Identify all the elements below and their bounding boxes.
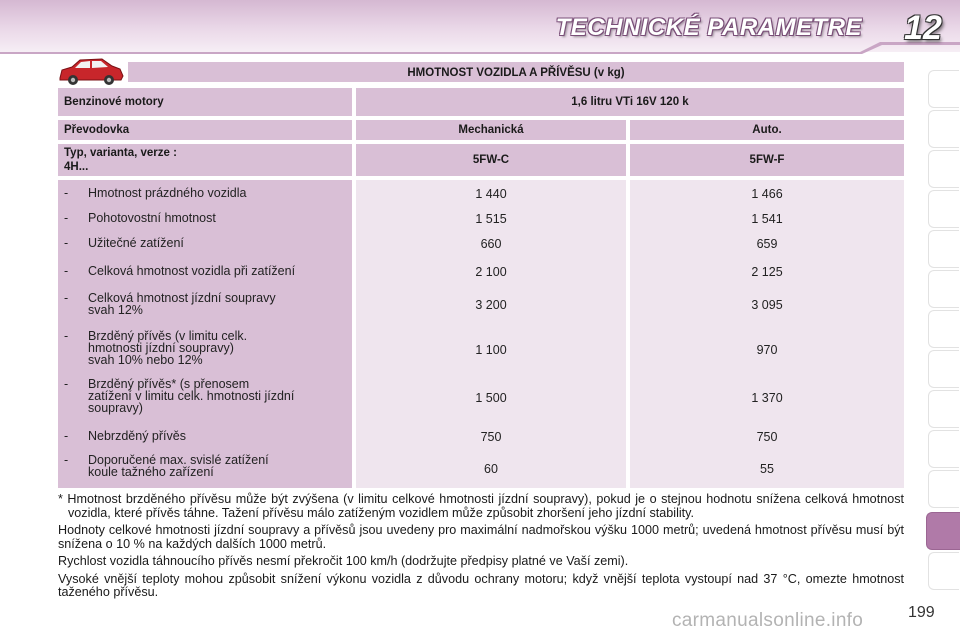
- table-row: [64, 292, 352, 318]
- chapter-tab[interactable]: [928, 390, 959, 428]
- row-label-line3: svah 10% nebo 12%: [88, 353, 203, 367]
- row-auto-value: 970: [756, 343, 778, 357]
- chapter-tabs: [928, 62, 960, 582]
- row-label-line2: zatížení v limitu celk. hmotnosti jízdní: [88, 389, 295, 403]
- table-row: [64, 378, 352, 416]
- row-dash: -: [64, 186, 69, 200]
- row-dash: -: [64, 264, 69, 278]
- chapter-tab-active[interactable]: [926, 512, 960, 550]
- gearbox-manual: Mechanická: [356, 120, 626, 140]
- table-body: [58, 180, 904, 488]
- row-label: [88, 330, 352, 366]
- row-auto-value: 1 466: [751, 187, 783, 201]
- engine-row: [58, 88, 904, 116]
- row-manual-value: 660: [480, 237, 502, 251]
- row-label-line2: hmotnosti jízdní soupravy): [88, 341, 234, 355]
- row-manual-value: 1 515: [475, 212, 507, 226]
- type-label: [58, 144, 352, 176]
- header-swoosh: [0, 40, 960, 54]
- type-label-line2: 4H...: [64, 161, 89, 173]
- row-label-line2: svah 12%: [88, 303, 143, 317]
- notes-section: [58, 493, 904, 604]
- row-label-line1: Brzděný přívěs (v limitu celk.: [88, 329, 248, 343]
- row-label: [88, 292, 352, 316]
- chapter-tab[interactable]: [928, 70, 959, 108]
- chapter-tab[interactable]: [928, 310, 959, 348]
- engine-value: 1,6 litru VTi 16V 120 k: [356, 88, 904, 116]
- row-manual-value: 2 100: [475, 265, 507, 279]
- type-label-line1: Typ, varianta, verze :: [64, 147, 177, 159]
- chapter-tab[interactable]: [928, 230, 959, 268]
- row-label: Užitečné zatížení: [88, 236, 184, 250]
- note-altitude: Hodnoty celkové hmotnosti jízdní soupravy a přívěsů jsou uvedeny pro maximální nadmořskou výšku 1000 metrů; uvedená hmotnost přívěsu musí být snížena o 10 % na každých dalších 1000 metrů.: [58, 523, 904, 551]
- chapter-tab[interactable]: [928, 110, 959, 148]
- chapter-tab[interactable]: [928, 552, 959, 590]
- row-auto-value: 1 541: [751, 212, 783, 226]
- row-label: Pohotovostní hmotnost: [88, 211, 216, 225]
- note-speed: Rychlost vozidla táhnoucího přívěs nesmí překročit 100 km/h (dodržujte předpisy platné ve Vaší zemi).: [58, 554, 629, 568]
- gearbox-row: [58, 120, 904, 140]
- row-label: Nebrzděný přívěs: [88, 429, 186, 443]
- row-manual-value: 750: [480, 430, 502, 444]
- type-auto: 5FW-F: [630, 144, 904, 176]
- gearbox-label: Převodovka: [58, 120, 352, 140]
- table-row: [64, 454, 352, 480]
- row-dash: -: [64, 236, 69, 250]
- chapter-tab[interactable]: [928, 350, 959, 388]
- row-dash: -: [64, 377, 69, 391]
- row-auto-value: 55: [760, 462, 774, 476]
- row-dash: -: [64, 429, 69, 443]
- row-manual-value: 3 200: [475, 298, 507, 312]
- row-label-line1: Brzděný přívěs* (s přenosem: [88, 377, 250, 391]
- row-dash: -: [64, 453, 69, 467]
- watermark-text: carmanualsonline.info: [672, 610, 864, 631]
- row-manual-value: 1 440: [475, 187, 507, 201]
- type-row: [58, 144, 904, 176]
- row-manual-value: 60: [484, 462, 498, 476]
- row-label-line2: koule tažného zařízení: [88, 465, 214, 479]
- row-dash: -: [64, 291, 69, 305]
- car-icon: [56, 56, 126, 86]
- row-dash: -: [64, 211, 69, 225]
- chapter-tab[interactable]: [928, 430, 959, 468]
- chapter-tab[interactable]: [928, 470, 959, 508]
- row-dash: -: [64, 329, 69, 343]
- chapter-tab[interactable]: [928, 190, 959, 228]
- note-temperature: Vysoké vnější teploty mohou způsobit snížení výkonu vozidla z důvodu ochrany motoru; když vnější teplota vystoupí nad 37 °C, omezte hmotnost taženého přívěsu.: [58, 571, 904, 599]
- table-title: HMOTNOST VOZIDLA A PŘÍVĚSU (v kg): [128, 62, 904, 82]
- row-label: [88, 454, 352, 478]
- row-label-line3: soupravy): [88, 401, 143, 415]
- row-auto-value: 1 370: [751, 391, 783, 405]
- page-title: TECHNICKÉ PARAMETRE: [555, 14, 862, 41]
- row-label-line1: Doporučené max. svislé zatížení: [88, 453, 269, 467]
- page-number: 199: [908, 604, 935, 621]
- row-auto-value: 750: [756, 430, 778, 444]
- footnote-text: * Hmotnost brzděného přívěsu může být zvýšena (v limitu celkové hmotnosti jízdní soupravy), pokud je o stejnou hodnotu snížena celková hmotnost vozidla, které přívěs táhne. Tažení přívěsu málo zatíženým vozidlem může způsobit zhoršení jeho jízdní stability.: [58, 492, 904, 520]
- row-label-line1: Celková hmotnost jízdní soupravy: [88, 291, 276, 305]
- row-label: Hmotnost prázdného vozidla: [88, 186, 247, 200]
- chapter-number: 12: [904, 9, 942, 47]
- table-row: [64, 330, 352, 368]
- row-manual-value: 1 100: [475, 343, 507, 357]
- gearbox-auto: Auto.: [630, 120, 904, 140]
- row-auto-value: 3 095: [751, 298, 783, 312]
- row-label: [88, 378, 352, 414]
- type-manual: 5FW-C: [356, 144, 626, 176]
- chapter-tab[interactable]: [928, 150, 959, 188]
- row-manual-value: 1 500: [475, 391, 507, 405]
- row-label: Celková hmotnost vozidla při zatížení: [88, 264, 296, 278]
- engine-label: Benzinové motory: [58, 88, 352, 116]
- chapter-tab[interactable]: [928, 270, 959, 308]
- row-auto-value: 659: [756, 237, 778, 251]
- row-auto-value: 2 125: [751, 265, 783, 279]
